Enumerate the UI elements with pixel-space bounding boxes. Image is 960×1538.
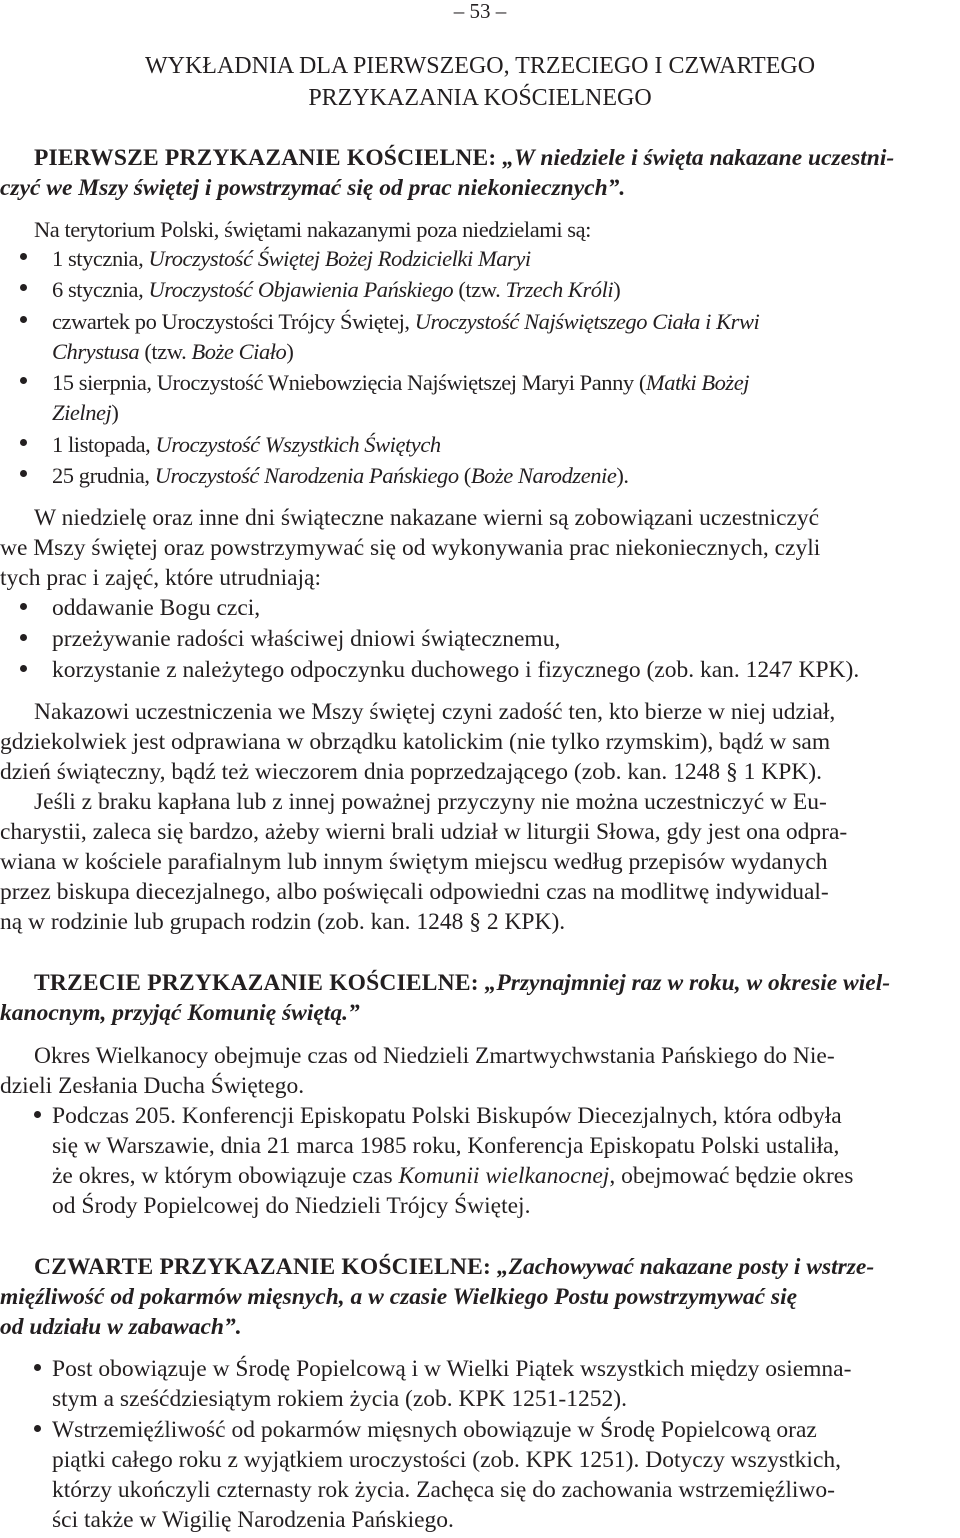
list-item-conference: Podczas 205. Konferencji Episkopatu Polski Biskupów Diecezjalnych, która odbyła: [52, 1103, 842, 1129]
heading-label: PIERWSZE PRZYKAZANIE KOŚCIELNE:: [34, 145, 497, 171]
section-heading-fourth-commandment: CZWARTE PRZYKAZANIE KOŚCIELNE: „Zachowywać nakazane posty i wstrze-: [34, 1254, 875, 1280]
list-item-nov-1: 1 listopada, Uroczystość Wszystkich Świętych: [52, 432, 441, 457]
list-item-abstinence-cont: piątki całego roku z wyjątkiem uroczystości (zob. KPK 1251). Dotyczy wszystkich,: [52, 1447, 842, 1473]
list-item-jan-6: 6 stycznia, Uroczystość Objawienia Pańskiego (tzw. Trzech Króli): [52, 277, 621, 302]
bullet-icon: [20, 253, 27, 260]
list-item-corpus-christi: czwartek po Uroczystości Trójcy Świętej, Uroczystość Najświętszego Ciała i Krwi: [52, 309, 760, 334]
list-item-conference-cont: od Środy Popielcowej do Niedzieli Trójcy Świętej.: [52, 1193, 531, 1219]
list-item-conference-cont: się w Warszawie, dnia 21 marca 1985 roku, Konferencja Episkopatu Polski ustaliła,: [52, 1133, 840, 1159]
bullet-icon: [20, 439, 27, 446]
list-item-fast: Post obowiązuje w Środę Popielcową i w Wielki Piątek wszystkich między osiemna-: [52, 1356, 852, 1382]
bullet-icon: [20, 634, 27, 641]
paragraph-line: wiana w kościele parafialnym lub innym świętym miejscu według przepisów wydanych: [0, 849, 828, 875]
list-item-abstinence-cont: ści także w Wigilię Narodzenia Pańskiego.: [52, 1507, 454, 1533]
list-item-joy: przeżywanie radości właściwej dniowi świątecznemu,: [52, 626, 561, 652]
heading-continuation: od udziału w zabawach”.: [0, 1314, 242, 1340]
list-item-abstinence: Wstrzemięźliwość od pokarmów mięsnych obowiązuje w Środę Popielcową oraz: [52, 1417, 817, 1443]
list-item-corpus-christi-cont: Chrystusa (tzw. Boże Ciało): [52, 339, 294, 364]
paragraph-line: ną w rodzinie lub grupach rodzin (zob. kan. 1248 § 2 KPK).: [0, 909, 566, 935]
bullet-icon: [20, 665, 27, 672]
page-title-line-2: PRZYKAZANIA KOŚCIELNEGO: [308, 85, 652, 111]
list-item-rest: korzystanie z należytego odpoczynku duchowego i fizycznego (zob. kan. 1247 KPK).: [52, 657, 860, 683]
paragraph-line: W niedzielę oraz inne dni świąteczne nakazane wierni są zobowiązani uczestniczyć: [34, 505, 820, 531]
section-heading-first-commandment: [34, 143, 894, 173]
heading-continuation: mięźliwość od pokarmów mięsnych, a w czasie Wielkiego Postu powstrzymywać się: [0, 1284, 798, 1310]
heading-continuation: kanocnym, przyjąć Komunię świętą.”: [0, 1000, 360, 1026]
paragraph-line: Nakazowi uczestniczenia we Mszy świętej czyni zadość ten, kto bierze w niej udział,: [34, 699, 836, 725]
paragraph-line: we Mszy świętej oraz powstrzymywać się od wykonywania prac niekoniecznych, czyli: [0, 535, 821, 561]
paragraph-line: charystii, zaleca się bardzo, ażeby wierni brali udział w liturgii Słowa, gdy jest ona odpra-: [0, 819, 848, 845]
bullet-icon: [20, 377, 27, 384]
list-item-dec-25: 25 grudnia, Uroczystość Narodzenia Pańskiego (Boże Narodzenie).: [52, 463, 629, 488]
paragraph-line: przez biskupa diecezjalnego, albo poświęcali odpowiedni czas na modlitwę indywidual-: [0, 879, 829, 905]
bullet-icon: [34, 1364, 41, 1371]
heading-continuation: czyć we Mszy świętej i powstrzymać się od prac niekoniecznych”.: [0, 175, 626, 201]
bullet-icon: [20, 284, 27, 291]
section-heading-third-commandment: TRZECIE PRZYKAZANIE KOŚCIELNE: „Przynajmniej raz w roku, w okresie wiel-: [34, 970, 891, 996]
paragraph-line: dzień świąteczny, bądź też wieczorem dnia poprzedzającego (zob. kan. 1248 § 1 KPK).: [0, 759, 822, 785]
heading-text: „W niedziele i święta nakazane uczestni-: [496, 145, 895, 171]
list-item-aug-15-cont: Zielnej): [52, 400, 119, 425]
list-item-aug-15: 15 sierpnia, Uroczystość Wniebowzięcia Najświętszej Maryi Panny (Matki Bożej: [52, 370, 750, 395]
bullet-icon: [20, 470, 27, 477]
page-number: – 53 –: [453, 0, 507, 23]
intro-text: Na terytorium Polski, świętami nakazanymi poza niedzielami są:: [34, 217, 591, 242]
bullet-icon: [20, 603, 27, 610]
page-title-line-1: WYKŁADNIA DLA PIERWSZEGO, TRZECIEGO I CZWARTEGO: [144, 53, 816, 79]
paragraph-line: Okres Wielkanocy obejmuje czas od Niedzieli Zmartwychwstania Pańskiego do Nie-: [34, 1043, 835, 1069]
paragraph-line: dzieli Zesłania Ducha Świętego.: [0, 1073, 305, 1099]
list-item-fast-cont: stym a sześćdziesiątym rokiem życia (zob. KPK 1251-1252).: [52, 1386, 627, 1412]
bullet-icon: [34, 1111, 41, 1118]
bullet-icon: [34, 1425, 41, 1432]
list-item-conference-cont: że okres, w którym obowiązuje czas Komunii wielkanocnej, obejmować będzie okres: [52, 1163, 854, 1189]
paragraph-line: gdziekolwiek jest odprawiana w obrządku katolickim (nie tylko rzymskim), bądź w sam: [0, 729, 831, 755]
list-item-abstinence-cont: którzy ukończyli czternasty rok życia. Zachęca się do zachowania wstrzemięźliwo-: [52, 1477, 835, 1503]
list-item-worship: oddawanie Bogu czci,: [52, 595, 261, 621]
list-item-jan-1: 1 stycznia, Uroczystość Świętej Bożej Rodzicielki Maryi: [52, 246, 531, 271]
bullet-icon: [20, 316, 27, 323]
paragraph-line: tych prac i zajęć, które utrudniają:: [0, 565, 322, 591]
paragraph-line: Jeśli z braku kapłana lub z innej poważnej przyczyny nie można uczestniczyć w Eu-: [34, 789, 827, 815]
